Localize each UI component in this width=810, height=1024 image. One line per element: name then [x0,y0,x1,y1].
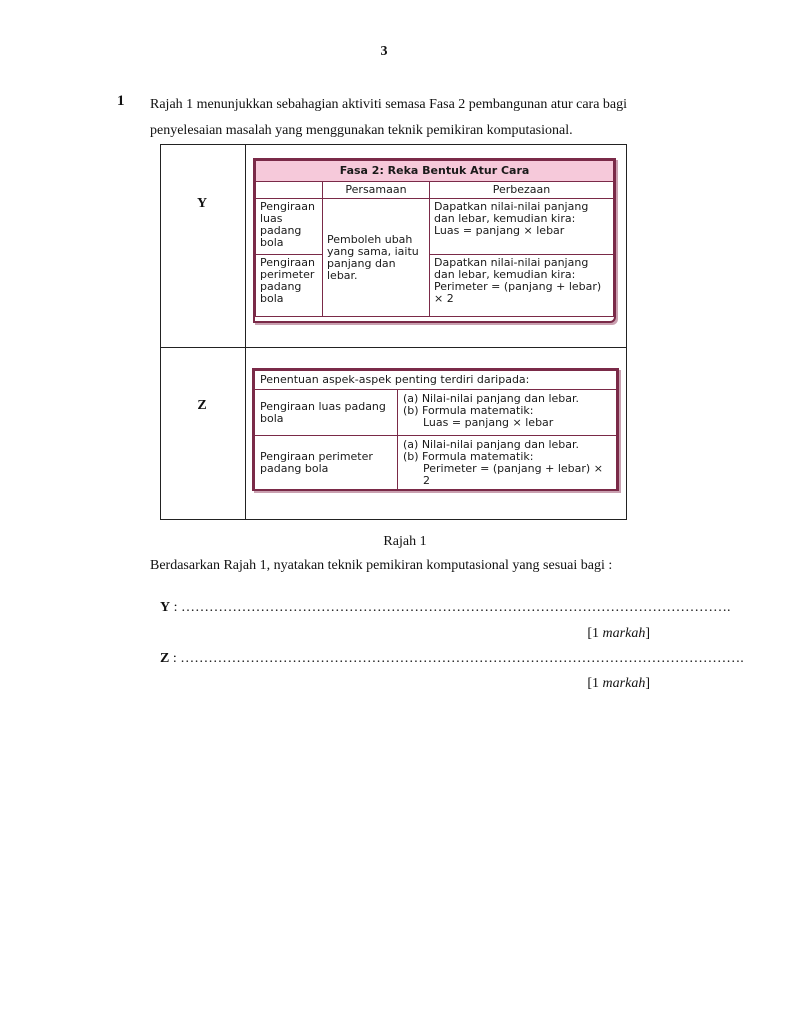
z-row-label-luas: Pengiraan luas padang bola [255,390,398,436]
column-header-perbezaan: Perbezaan [430,182,614,199]
mark-z-close: ] [645,676,650,691]
z-luas-b: (b) Formula matematik: [403,404,534,417]
z-row-label-perimeter: Pengiraan perimeter padang bola [255,436,398,491]
perbezaan-cell-luas [430,199,614,255]
persamaan-cell: Pemboleh ubah yang sama, iaitu panjang dan lebar. [323,199,430,317]
row-label-perimeter: Pengiraan perimeter padang bola [256,255,323,317]
figure-z [252,368,619,491]
row-label-y: Y [196,196,208,211]
figure-y [253,158,616,323]
figure-caption: Rajah 1 [383,534,427,549]
mark-y-close: ] [645,626,650,641]
table-divider-horizontal [161,347,626,348]
question-text: Rajah 1 menunjukkan sebahagian aktiviti semasa Fasa 2 pembangunan atur cara bagi penyelesaian masalah yang menggunakan teknik pemikiran komputasional. [150,97,628,138]
z-cell-perimeter [398,436,617,491]
answer-z-prefix: Z [160,651,170,666]
mark-y-open: [1 [587,626,603,641]
perbezaan-cell-perimeter [430,255,614,317]
mark-allocation-y [587,626,650,642]
figure-z-header: Penentuan aspek-aspek penting terdiri daripada: [255,371,617,390]
perbezaan-luas-formula: Luas = panjang × lebar [434,224,565,237]
z-luas-formula: Luas = panjang × lebar [423,416,554,429]
answer-y-dots: ………………………………………………………………………………………………………. [181,600,731,615]
answer-line-z[interactable] [160,651,744,667]
perbezaan-perimeter-text: Dapatkan nilai-nilai panjang dan lebar, kemudian kira: [434,256,589,281]
answer-line-y[interactable] [160,600,731,616]
mark-y-word: markah [602,626,646,641]
row-label-z: Z [197,398,207,413]
answer-y-prefix: Y [160,600,171,615]
z-perimeter-formula: Perimeter = (panjang + lebar) × 2 [423,462,603,487]
perbezaan-luas-text: Dapatkan nilai-nilai panjang dan lebar, kemudian kira: [434,200,589,225]
answer-z-dots: …………………………………………………………………………………………………………. [180,651,744,666]
z-cell-luas [398,390,617,436]
instruction-text: Berdasarkan Rajah 1, nyatakan teknik pemikiran komputasional yang sesuai bagi : [150,558,613,573]
figure-y-title: Fasa 2: Reka Bentuk Atur Cara [256,161,614,182]
table-divider-vertical [245,145,246,519]
mark-z-word: markah [602,676,646,691]
page-number: 3 [380,44,388,59]
question-number: 1 [117,93,125,109]
answer-y-separator: : [170,600,182,615]
z-perimeter-b: (b) Formula matematik: [403,450,534,463]
perbezaan-perimeter-formula: Perimeter = (panjang + lebar) × 2 [434,280,602,305]
row-label-luas: Pengiraan luas padang bola [256,199,323,255]
mark-z-open: [1 [587,676,603,691]
z-perimeter-a: (a) Nilai-nilai panjang dan lebar. [403,438,579,451]
figure-y-table [255,160,614,317]
answer-z-separator: : [169,651,181,666]
figure-z-table [254,370,617,491]
z-luas-a: (a) Nilai-nilai panjang dan lebar. [403,392,579,405]
mark-allocation-z [587,676,650,692]
column-header-persamaan: Persamaan [323,182,430,199]
